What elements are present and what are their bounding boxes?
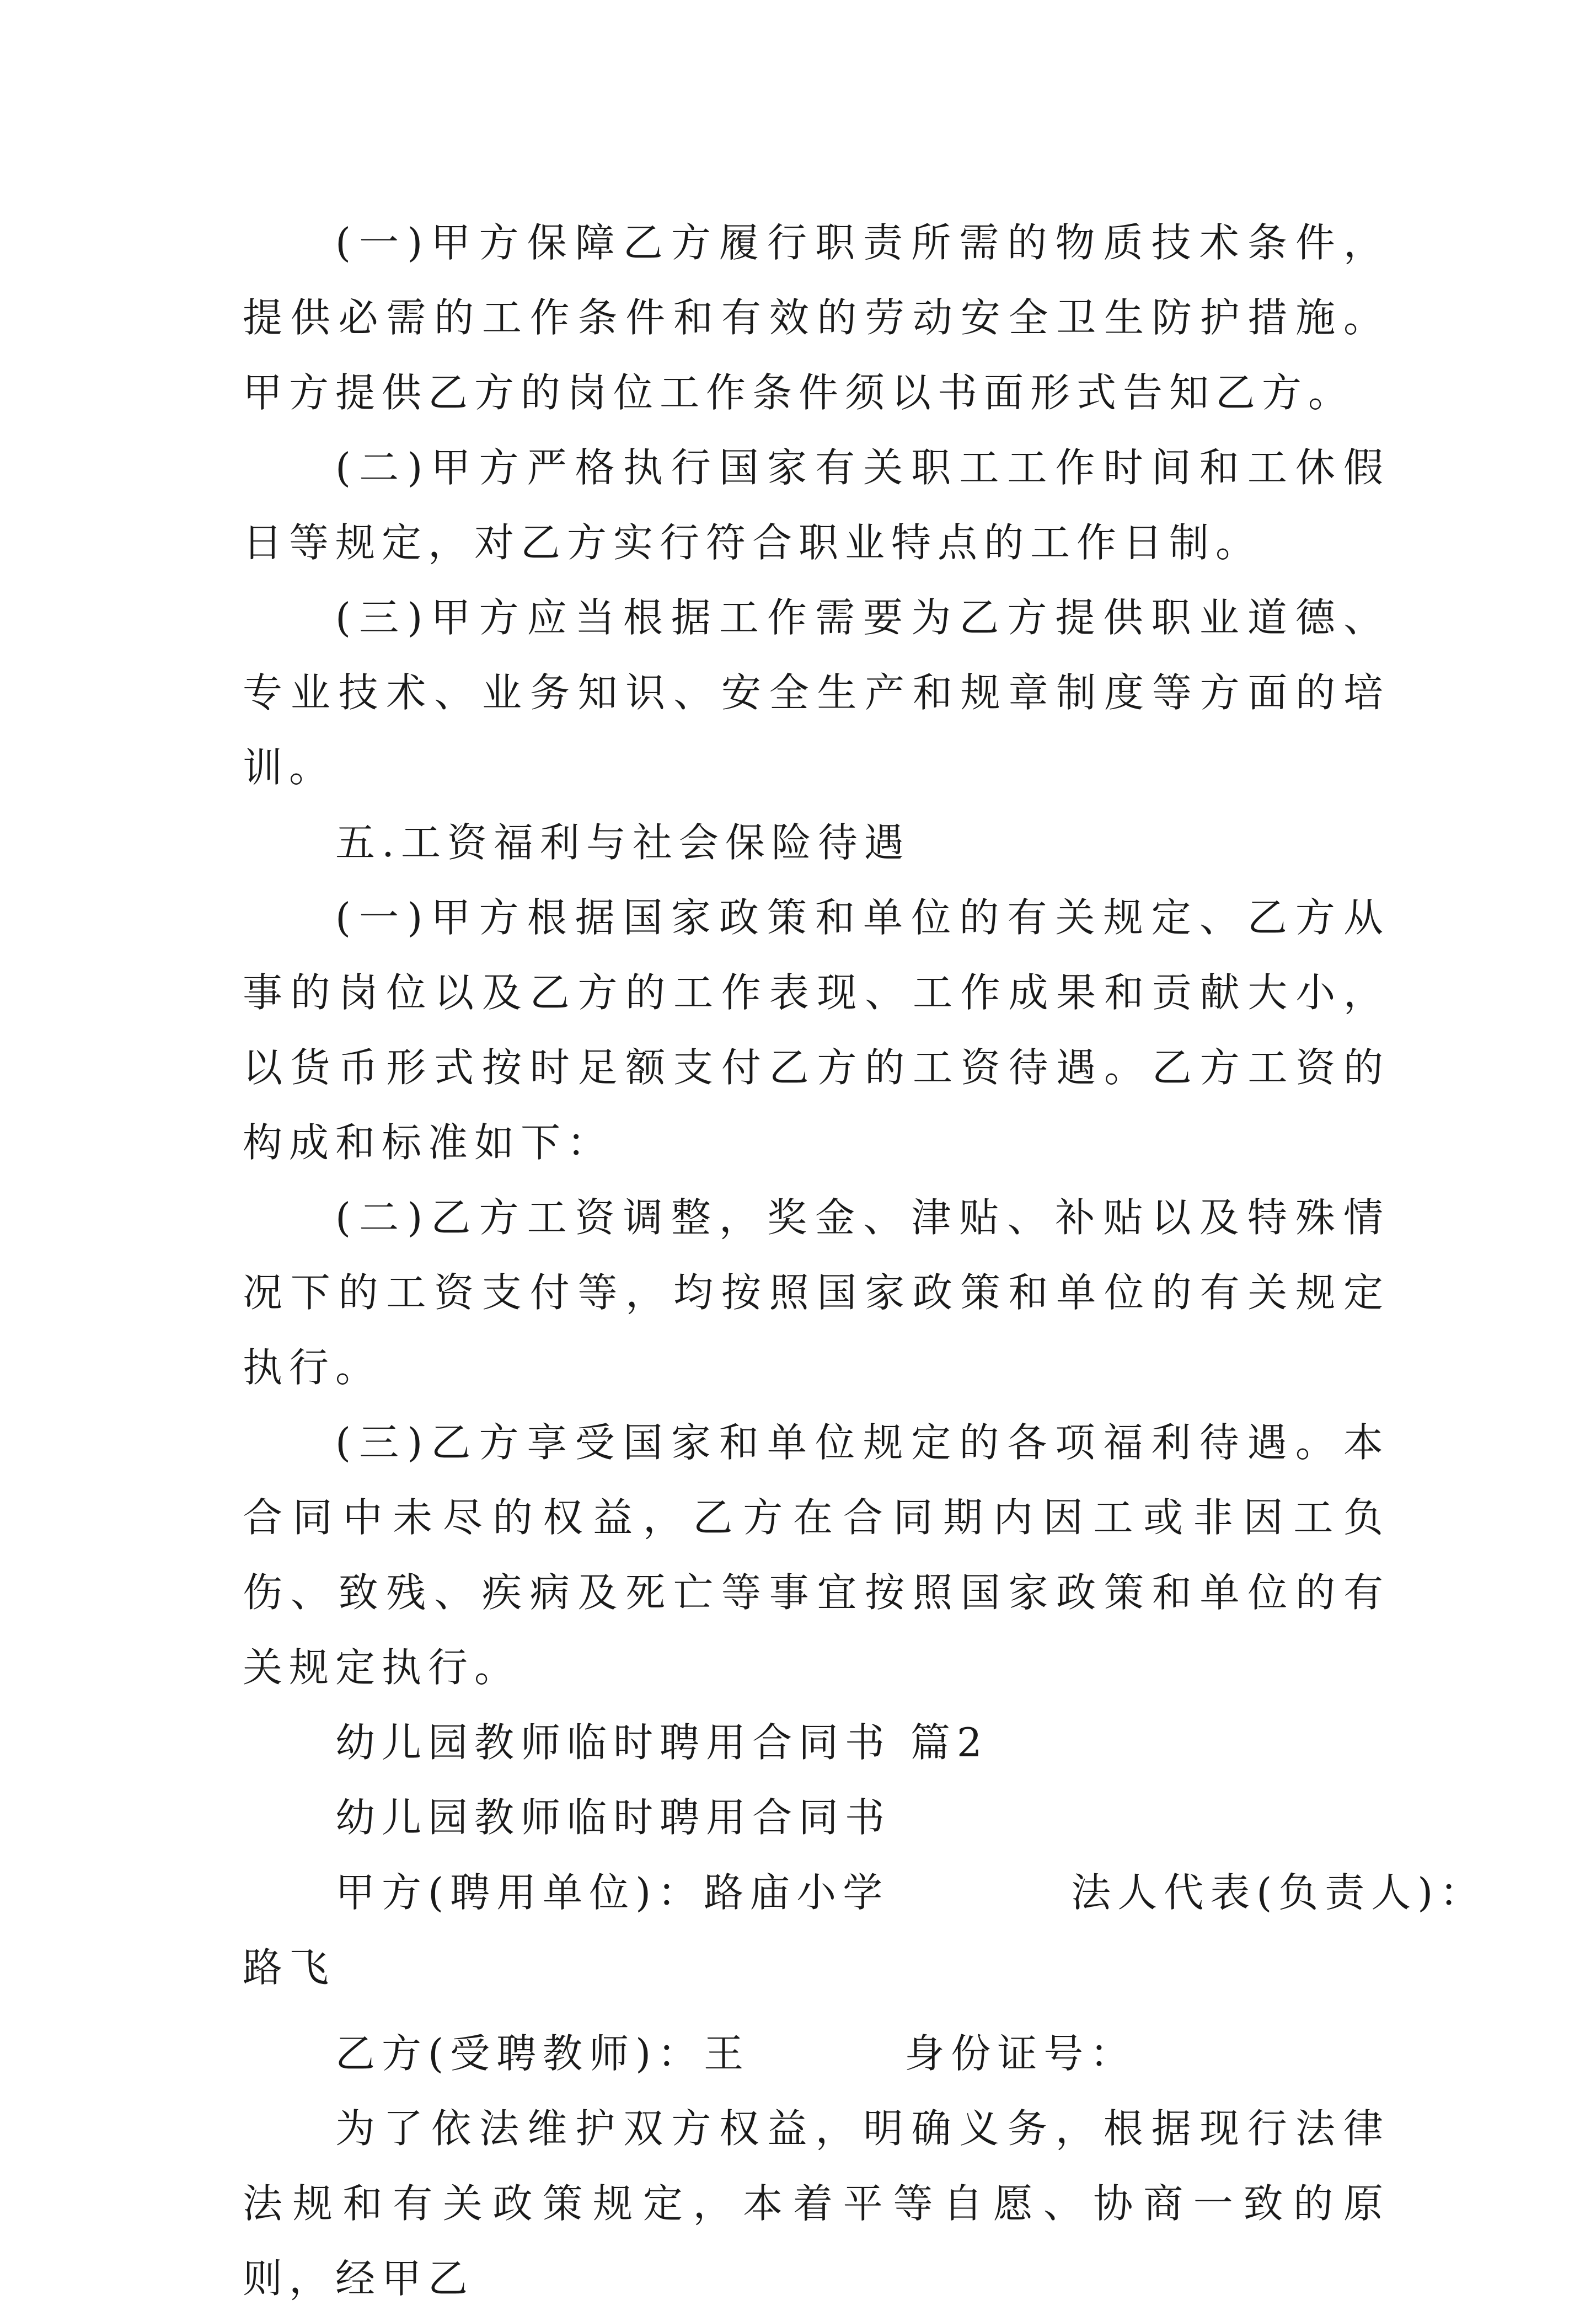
clause-5-2: (二)乙方工资调整，奖金、津贴、补贴以及特殊情况下的工资支付等，均按照国家政策和单位的有关规定执行。: [243, 1194, 1390, 1391]
document-body: [243, 205, 1486, 2316]
party-a-rep-name: 路飞: [243, 1944, 336, 1991]
closing-paragraph: 为了依法维护双方权益，明确义务，根据现行法律法规和有关政策规定，本着平等自愿、协商一致的原则，经甲乙: [243, 2105, 1390, 2302]
section-heading-5: 五.工资福利与社会保险待遇: [335, 819, 911, 866]
clause-a-1: (一)甲方保障乙方履行职责所需的物质技术条件，提供必需的工作条件和有效的劳动安全卫生防护措施。甲方提供乙方的岗位工作条件须以书面形式告知乙方。: [243, 219, 1390, 416]
party-b-line: [243, 2016, 1390, 2091]
article-title-part-2: 幼儿园教师临时聘用合同书 篇2: [335, 1719, 989, 1766]
party-a-line: [243, 1855, 1486, 1930]
clause-a-3: (三)甲方应当根据工作需要为乙方提供职业道德、专业技术、业务知识、安全生产和规章制度等方面的培训。: [243, 594, 1390, 791]
party-b-label: 乙方(受聘教师)：王: [335, 2030, 751, 2077]
party-a-label: 甲方(聘用单位)：路庙小学: [335, 1869, 890, 1916]
clause-5-1: (一)甲方根据国家政策和单位的有关规定、乙方从事的岗位以及乙方的工作表现、工作成果和贡献大小，以货币形式按时足额支付乙方的工资待遇。乙方工资的构成和标准如下：: [243, 894, 1390, 1166]
party-a-rep-label: 法人代表(负责人)：: [1071, 1869, 1486, 1916]
clause-5-3: (三)乙方享受国家和单位规定的各项福利待遇。本合同中未尽的权益，乙方在合同期内因工或非因工负伤、致残、疾病及死亡等事宜按照国家政策和单位的有关规定执行。: [243, 1419, 1390, 1691]
party-b-id-label: 身份证号：: [904, 2030, 1137, 2077]
contract-title: 幼儿园教师临时聘用合同书: [335, 1794, 892, 1841]
clause-a-2: (二)甲方严格执行国家有关职工工作时间和工休假日等规定，对乙方实行符合职业特点的工作日制。: [243, 444, 1390, 566]
